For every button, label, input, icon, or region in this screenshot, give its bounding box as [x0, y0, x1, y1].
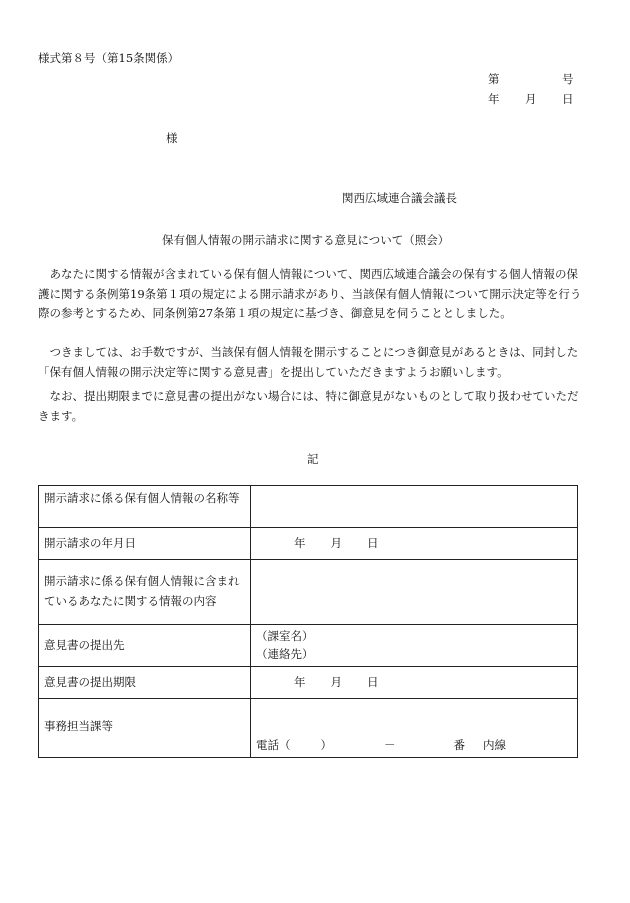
- row-label-name: 開示請求に係る保有個人情報の名称等: [39, 486, 251, 528]
- table-row: [39, 560, 578, 625]
- tel-label: 電話（: [256, 737, 291, 752]
- row-label-deadline: 意見書の提出期限: [39, 667, 251, 699]
- table-row: [39, 667, 578, 699]
- table-row: [39, 528, 578, 560]
- deadline-month: 月: [330, 674, 342, 689]
- tel-ban: 番: [453, 737, 465, 752]
- row-value-request-date: [251, 528, 578, 560]
- ki-heading: 記: [307, 452, 319, 466]
- request-month: 月: [330, 535, 342, 550]
- row-label-submission-to: 意見書の提出先: [39, 625, 251, 667]
- body-paragraph-2: つきましては、お手数ですが、当該保有個人情報を開示することにつき御意見があるときは、同封した「保有個人情報の開示決定等に関する意見書」を提出していただきますようお願いします。: [38, 345, 579, 379]
- row-value-name: [251, 486, 578, 528]
- number-go: 号: [562, 72, 574, 86]
- table-row: [39, 486, 578, 528]
- row-label-request-date: 開示請求の年月日: [39, 528, 251, 560]
- row-label-info-content: 開示請求に係る保有個人情報に含まれているあなたに関する情報の内容: [39, 560, 251, 625]
- document-title: 保有個人情報の開示請求に関する意見について（照会）: [162, 233, 450, 247]
- sender-name: 関西広域連合議会議長: [342, 191, 457, 205]
- date-month: 月: [525, 92, 537, 106]
- body-paragraph-3: なお、提出期限までに意見書の提出がない場合には、特に御意見がないものとして取り扱わせていただきます。: [38, 389, 579, 423]
- request-year: 年: [294, 535, 306, 550]
- contact-label: （連絡先）: [256, 647, 314, 661]
- tel-dash: －: [384, 737, 396, 752]
- deadline-year: 年: [294, 674, 306, 689]
- form-number: 様式第８号（第15条関係）: [38, 51, 180, 65]
- tel-paren-close: ）: [320, 737, 332, 752]
- row-value-deadline: [251, 667, 578, 699]
- addressee-sama: 様: [166, 131, 178, 145]
- table-row: [39, 699, 578, 758]
- date-day: 日: [562, 92, 574, 106]
- row-value-office: [251, 699, 578, 758]
- row-label-office: 事務担当課等: [39, 699, 251, 758]
- date-year: 年: [488, 92, 500, 106]
- dept-label: （課室名）: [256, 629, 314, 643]
- tel-extension: 内線: [483, 737, 506, 752]
- table-row: [39, 625, 578, 667]
- body-paragraph-1: あなたに関する情報が含まれている保有個人情報について、関西広域連合議会の保有する個人情報の保護に関する条例第19条第１項の規定による開示請求があり、当該保有個人情報について開示決定等を行う際の参考とするため、同条例第27条第１項の規定に基づき、御意見を伺うこととしました。: [38, 267, 582, 320]
- deadline-day: 日: [367, 674, 379, 689]
- row-value-info-content: [251, 560, 578, 625]
- row-value-submission-to: [251, 625, 578, 667]
- request-day: 日: [367, 535, 379, 550]
- info-table: [38, 485, 578, 758]
- number-dai: 第: [488, 72, 500, 86]
